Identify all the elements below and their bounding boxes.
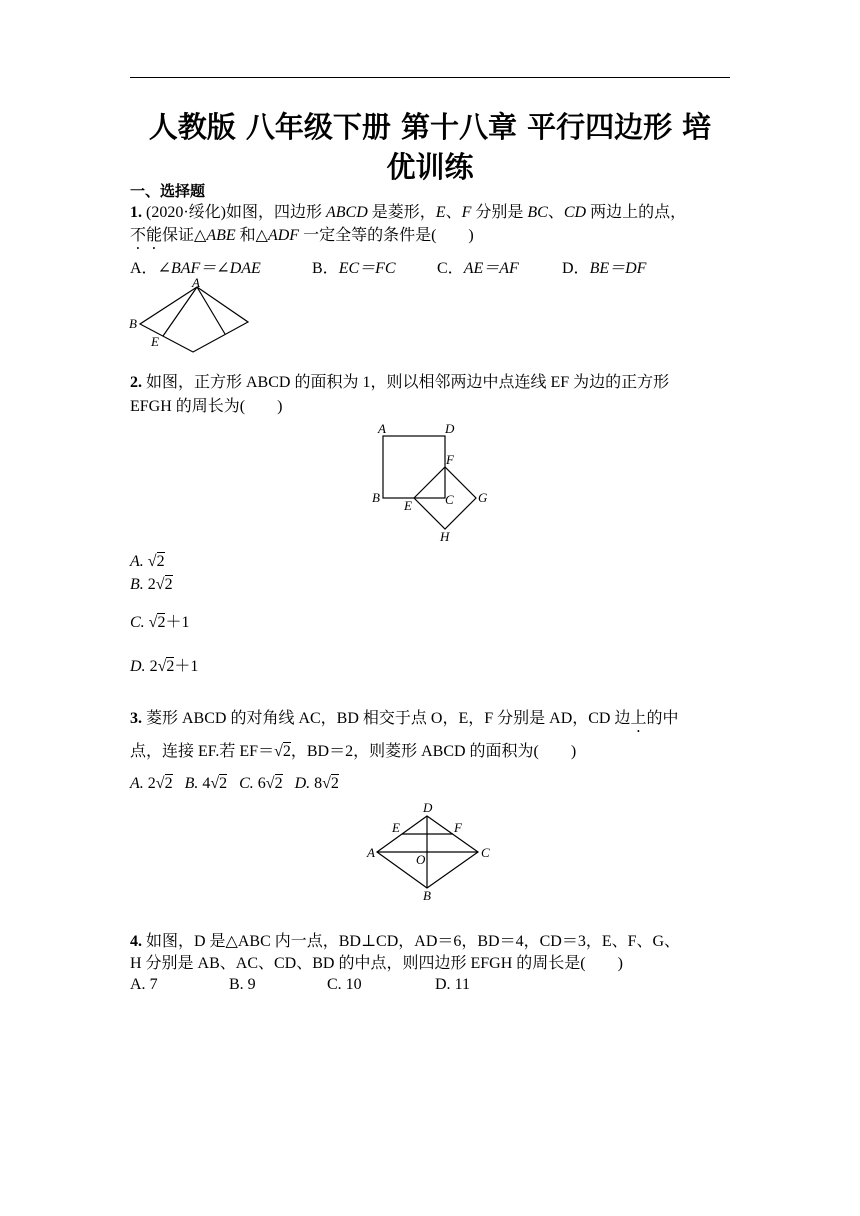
option-label: A. — [130, 976, 146, 993]
q3-line-1 — [130, 708, 679, 736]
option-label: B． — [312, 260, 339, 277]
option-radicand: 2 — [166, 658, 175, 675]
option-radicand: 2 — [219, 775, 228, 792]
q1-text: 两边上的点， — [586, 204, 687, 221]
option-radicand: 2 — [156, 553, 165, 570]
q1-text: F — [461, 204, 472, 221]
q1-text: ABCD — [326, 204, 368, 221]
q1-text: ABE — [206, 227, 236, 244]
option-text: AE＝AF — [463, 260, 519, 277]
option-label: C． — [437, 260, 464, 277]
q2-option-c[interactable] — [130, 609, 189, 632]
q1-label-b: B — [129, 316, 137, 331]
option-text: EC＝FC — [338, 260, 396, 277]
q4-option-c[interactable] — [327, 976, 362, 994]
q2-label-c: C — [445, 492, 454, 507]
q2-option-a[interactable] — [130, 553, 165, 571]
q2-label-a: A — [378, 421, 386, 436]
q3-label-c: C — [481, 845, 490, 860]
option-label: B. — [184, 775, 199, 792]
option-text: BE＝DF — [589, 260, 647, 277]
q2-line-2: EFGH 的周长为( ) — [130, 398, 283, 415]
q1-text: 保证△ — [162, 227, 207, 244]
q1-text: CD — [563, 204, 587, 221]
q2-label-g: G — [478, 490, 488, 505]
q2-label-f: F — [446, 452, 454, 467]
q1-text: 、 — [547, 204, 564, 221]
option-text: 10 — [341, 976, 362, 993]
option-radicand: 2 — [164, 576, 173, 593]
sqrt-symbol: √ — [155, 576, 165, 593]
sqrt-symbol: √ — [157, 658, 167, 675]
sqrt-symbol: √ — [265, 775, 275, 792]
option-coefficient: 8 — [314, 775, 323, 792]
option-radicand: 2 — [157, 614, 166, 631]
q3-option-d[interactable] — [295, 774, 339, 792]
sqrt-symbol: √ — [322, 775, 331, 792]
q1-text: 是菱形， — [367, 204, 436, 221]
q2-text: 如图，正方形 ABCD 的面积为 1，则以相邻两边中点连线 EF 为边的正方形 — [142, 374, 670, 391]
option-text: 11 — [450, 976, 470, 993]
option-label: A. — [130, 553, 144, 570]
q2-label-e: E — [404, 498, 412, 513]
q3-text: 菱形 ABCD 的对角线 AC，BD 相交于点 O，E，F 分别是 AD，CD 边 — [142, 710, 631, 727]
option-label: C. — [327, 976, 342, 993]
option-suffix: ＋1 — [174, 658, 199, 675]
option-label: A． — [130, 260, 158, 277]
q2-label-b: B — [372, 490, 380, 505]
q1-rhombus-figure — [125, 275, 260, 360]
option-label: B. — [130, 576, 144, 593]
option-label: D. — [435, 976, 451, 993]
q4-option-d[interactable] — [435, 976, 470, 994]
option-label: D． — [562, 260, 590, 277]
q1-label-a: A — [192, 275, 200, 290]
sqrt-symbol: √ — [155, 775, 165, 792]
q4-text: 如图，D 是△ABC 内一点，BD⊥CD，AD＝6，BD＝4，CD＝3，E、F、G、 — [142, 933, 681, 950]
q3-label-f: F — [454, 820, 462, 835]
sqrt-symbol: √ — [148, 614, 158, 631]
option-coefficient: 4 — [202, 775, 211, 792]
option-radicand: 2 — [274, 775, 283, 792]
q4-line-1 — [130, 931, 680, 953]
q1-label-e: E — [151, 334, 159, 349]
option-label: C. — [239, 775, 254, 792]
q3-text: 点，连接 EF.若 EF＝ — [130, 743, 275, 760]
option-label: C. — [130, 614, 145, 631]
q1-text: 一定全等的条件是( ) — [299, 227, 474, 244]
option-text: 9 — [243, 976, 256, 993]
option-label: B. — [229, 976, 244, 993]
option-label: D. — [130, 658, 146, 675]
q3-label-o: O — [416, 852, 426, 867]
q1-text: E — [435, 204, 446, 221]
q2-number: 2. — [130, 374, 142, 391]
q3-emphasis: 上 — [630, 710, 647, 727]
q3-label-b: B — [423, 888, 431, 903]
q2-label-d: D — [445, 421, 455, 436]
q3-number: 3. — [130, 710, 142, 727]
q3-option-b[interactable] — [185, 774, 228, 792]
option-coefficient: 6 — [257, 775, 266, 792]
q1-option-b[interactable] — [312, 255, 396, 278]
q1-number: 1. — [130, 204, 142, 221]
option-label: D. — [294, 775, 311, 792]
option-radicand: 2 — [330, 775, 339, 792]
q2-line-1 — [130, 372, 669, 394]
q3-label-d: D — [423, 800, 433, 815]
option-coefficient: 2 — [147, 775, 156, 792]
q2-label-h: H — [440, 529, 450, 544]
q1-option-c[interactable] — [437, 255, 519, 278]
q2-option-d[interactable] — [130, 653, 198, 676]
q3-rhombus-figure — [365, 800, 495, 905]
q3-options — [130, 775, 339, 793]
page-title-line-1: 人教版 八年级下册 第十八章 平行四边形 培 — [148, 110, 712, 144]
page-title-line-2: 优训练 — [386, 150, 474, 184]
q3-text: ，BD＝2，则菱形 ABCD 的面积为( ) — [290, 743, 577, 760]
q1-text: 分别是 — [471, 204, 528, 221]
option-radicand: 2 — [164, 775, 173, 792]
sqrt-symbol: √ — [210, 775, 220, 792]
option-label: A. — [130, 775, 144, 792]
q3-text: 的中 — [646, 710, 679, 727]
q3-radicand: 2 — [282, 743, 291, 760]
q1-line-2 — [130, 225, 474, 253]
sqrt-symbol: √ — [147, 553, 157, 570]
q1-text: 、 — [445, 204, 462, 221]
q1-emphasis: 不能 — [130, 227, 163, 244]
q4-number: 4. — [130, 933, 142, 950]
q1-line-1 — [130, 202, 686, 224]
option-coefficient: 2 — [149, 658, 158, 675]
option-coefficient: 2 — [147, 576, 156, 593]
option-suffix: ＋1 — [165, 614, 190, 631]
q4-option-a[interactable] — [130, 976, 158, 994]
q1-text: (2020·绥化)如图，四边形 — [142, 204, 326, 221]
section-heading: 一、选择题 — [130, 182, 206, 200]
q3-line-2 — [130, 741, 576, 763]
q3-option-c[interactable] — [239, 774, 282, 792]
q3-option-a[interactable] — [130, 774, 173, 792]
option-text: ∠BAF＝∠DAE — [157, 260, 261, 277]
q1-text: 和△ — [235, 227, 268, 244]
q4-line-2: H 分别是 AB、AC、CD、BD 的中点，则四边形 EFGH 的周长是( ) — [130, 955, 623, 972]
q1-text: BC — [527, 204, 548, 221]
q3-label-a: A — [367, 845, 375, 860]
q1-text: ADF — [267, 227, 300, 244]
q2-squares-figure — [368, 420, 493, 545]
header-rule — [130, 77, 730, 78]
option-text: 7 — [145, 976, 158, 993]
q2-option-b[interactable] — [130, 576, 173, 594]
sqrt-symbol: √ — [274, 743, 283, 760]
q3-label-e: E — [392, 820, 400, 835]
q1-option-d[interactable] — [562, 255, 646, 278]
q4-option-b[interactable] — [229, 976, 256, 994]
